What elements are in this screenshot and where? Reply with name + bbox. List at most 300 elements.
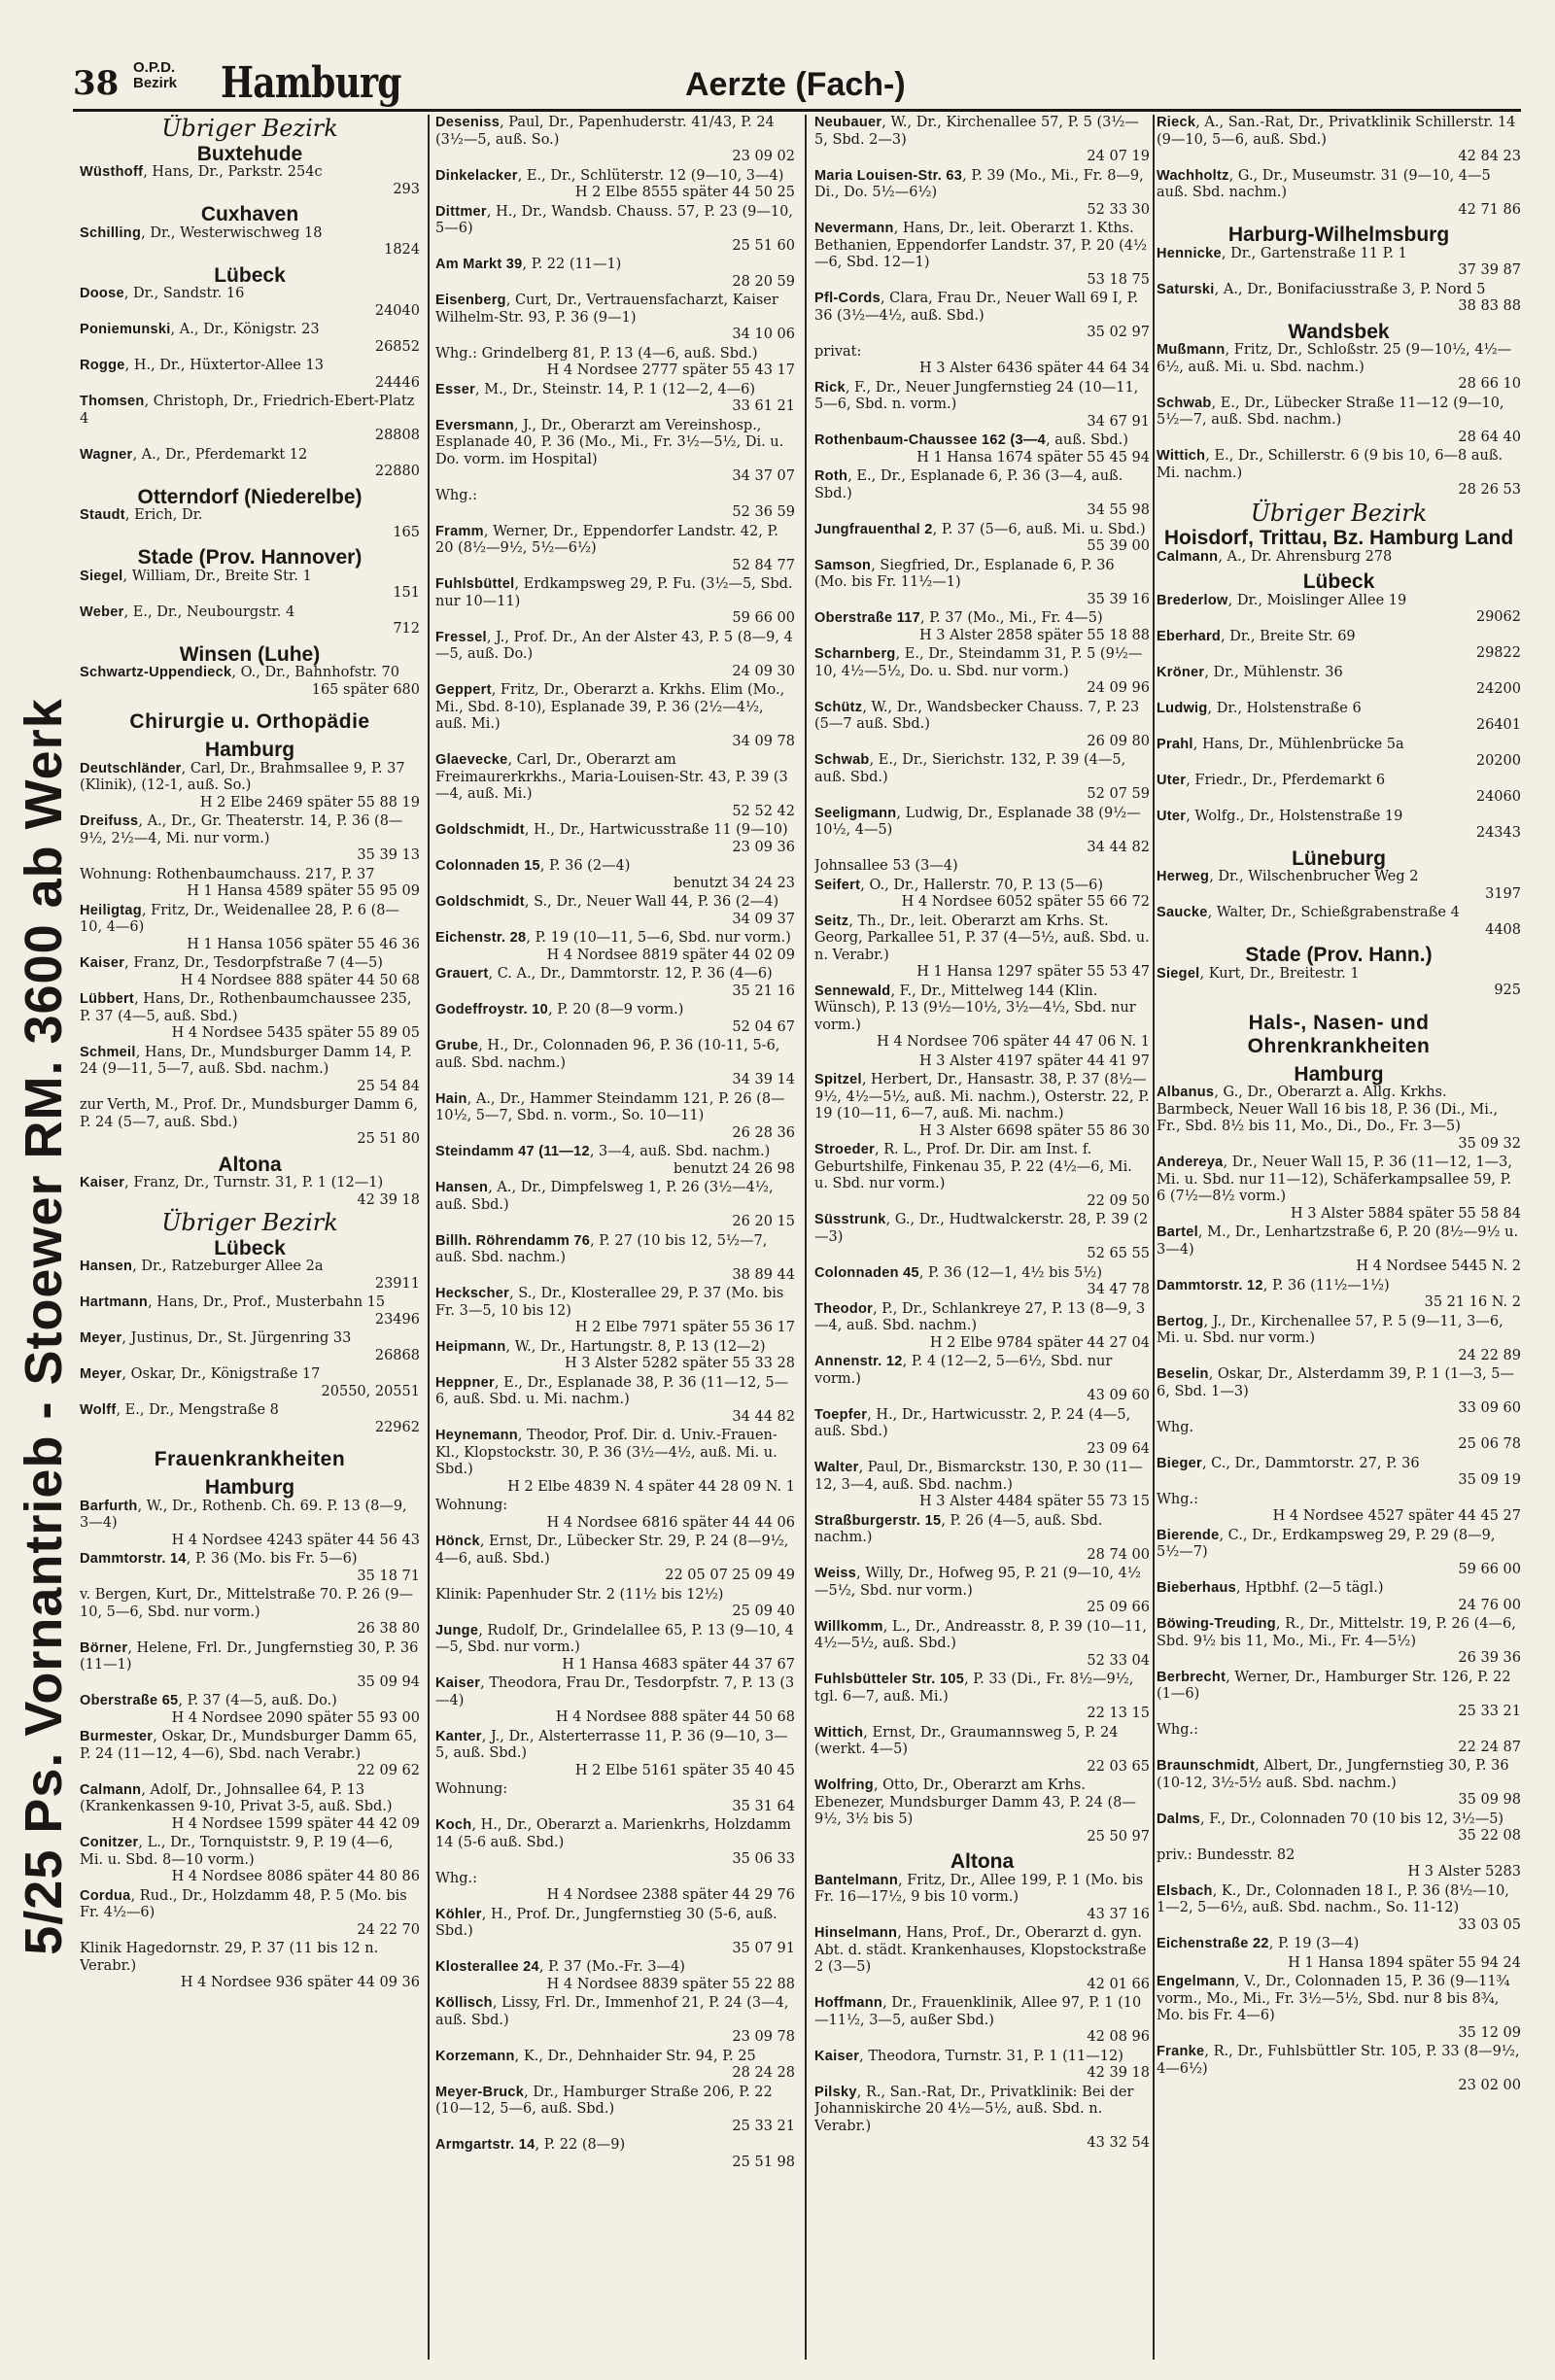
phone-number: 53 18 75 — [1087, 271, 1150, 288]
phone-number: 35 09 94 — [357, 1673, 420, 1690]
entry-name: Schwab — [814, 752, 870, 768]
directory-entry — [435, 257, 795, 291]
phone-number: 26 39 36 — [1458, 1650, 1521, 1666]
phone-number: 35 07 91 — [732, 1940, 795, 1956]
phone-number: 35 21 16 — [732, 983, 795, 999]
directory-entry — [80, 1259, 420, 1293]
phone-number: 33 09 60 — [1458, 1400, 1521, 1416]
directory-entry — [1157, 1974, 1521, 2042]
city-heading: Buxtehude — [196, 142, 303, 165]
entry-text: Billh. Röhrendamm 76, P. 27 (10 bis 12, 5½—7, auß. Sbd. nachm.) — [435, 1232, 768, 1265]
phone-number: 20550, 20551 — [321, 1383, 420, 1399]
directory-entry — [814, 2049, 1150, 2083]
phone-number: 52 33 30 — [1087, 201, 1150, 218]
entry-text: Schwab, E., Dr., Sierichstr. 132, P. 39 (4—5, auß. Sbd.) — [814, 752, 1126, 785]
entry-text: Eichenstr. 28, P. 19 (10—11, 5—6, Sbd. nur vorm.) — [435, 930, 791, 946]
entry-name: Poniemunski — [80, 322, 171, 337]
directory-entry — [814, 700, 1150, 751]
entry-name: Scharnberg — [814, 646, 896, 662]
entry-text: Johnsallee 53 (3—4) — [814, 858, 958, 874]
directory-entry — [80, 1640, 420, 1692]
phone-number: 55 39 00 — [1087, 538, 1150, 554]
district-title: Hamburg — [221, 58, 401, 108]
phone-number: 23496 — [374, 1311, 420, 1328]
directory-entry — [435, 418, 795, 486]
phone-number: 24 07 19 — [1087, 149, 1150, 164]
phone-number: 35 39 16 — [1087, 591, 1150, 607]
entry-name: Prahl — [1157, 736, 1193, 752]
entry-name: Schwab — [1157, 395, 1212, 411]
entry-name: Meyer — [80, 1366, 122, 1382]
directory-entry — [814, 2085, 1150, 2153]
directory-entry — [435, 894, 795, 928]
phone-number: H 2 Elbe 7971 später 55 36 17 — [574, 1320, 795, 1335]
entry-text: Staudt, Erich, Dr. — [80, 507, 203, 523]
entry-text: Schütz, W., Dr., Wandsbecker Chauss. 7, P. 23 (5—7 auß. Sbd.) — [814, 699, 1140, 732]
entry-name: Schmeil — [80, 1044, 136, 1060]
phone-number: 25 51 80 — [357, 1131, 420, 1147]
directory-entry — [1157, 966, 1521, 1000]
phone-number: H 1 Hansa 1894 später 55 94 24 — [1288, 1954, 1521, 1971]
entry-name: Schilling — [80, 224, 142, 241]
entry-text: Siegel, William, Dr., Breite Str. 1 — [80, 568, 312, 584]
entry-name: Pilsky — [814, 2084, 857, 2100]
directory-entry — [435, 488, 795, 522]
phone-number: H 4 Nordsee 888 später 44 50 68 — [555, 1709, 795, 1725]
entry-text: Heynemann, Theodor, Prof. Dir. d. Univ.-Frauen-Kl., Klopstockstr. 30, P. 36 (3½—4½, auß. Mi. u. Sbd.) — [435, 1428, 778, 1477]
entry-name: Bertog — [1157, 1313, 1204, 1329]
directory-entry — [435, 630, 795, 681]
directory-entry — [1157, 1366, 1521, 1418]
phone-number: 20200 — [1475, 753, 1521, 769]
entry-text: Whg. — [1157, 1419, 1194, 1435]
entry-text: Heipmann, W., Dr., Hartungstr. 8, P. 13 (12—2) — [435, 1338, 766, 1355]
directory-entry — [814, 610, 1150, 644]
entry-text: Eversmann, J., Dr., Oberarzt am Vereinshosp., Esplanade 40, P. 36 (Mo., Mi., Fr. 3½—5½, Di. u. Do. vorm. im Hospital) — [435, 417, 784, 467]
phone-number: 35 09 32 — [1458, 1135, 1521, 1152]
directory-entry — [814, 1672, 1150, 1723]
entry-text: Calmann, A., Dr. Ahrensburg 278 — [1157, 548, 1393, 565]
directory-entry — [80, 569, 420, 603]
phone-number: 28 74 00 — [1087, 1546, 1150, 1563]
phone-number: H 2 Elbe 2469 später 55 88 19 — [199, 794, 420, 811]
entry-name: Wüsthoff — [80, 164, 144, 180]
phone-number: H 2 Elbe 5161 später 35 40 45 — [574, 1762, 795, 1778]
phone-number: 151 — [393, 585, 420, 601]
directory-entry — [1157, 396, 1521, 447]
city-heading: Stade (Prov. Hann.) — [1245, 944, 1433, 966]
phone-number: 28 24 28 — [732, 2065, 795, 2081]
entry-text: Wohnung: — [435, 1781, 508, 1797]
phone-number: 35 12 09 — [1458, 2024, 1521, 2041]
entry-text: Straßburgerstr. 15, P. 26 (4—5, auß. Sbd. nachm.) — [814, 1512, 1103, 1545]
phone-number: 37 39 87 — [1458, 262, 1521, 278]
phone-number: benutzt 24 26 98 — [673, 1160, 795, 1177]
phone-number: 24060 — [1475, 789, 1521, 805]
phone-number: H 4 Nordsee 8086 später 44 80 86 — [171, 1869, 420, 1884]
directory-entry — [80, 358, 420, 392]
city-heading: Winsen (Luhe) — [179, 642, 321, 666]
city-heading: Lüneburg — [1292, 846, 1386, 870]
entry-name: Saucke — [1157, 905, 1208, 920]
phone-number: H 4 Nordsee 8819 später 44 02 09 — [546, 947, 795, 963]
entry-text: Heiligtag, Fritz, Dr., Weidenallee 28, P. 6 (8—10, 4—6) — [80, 902, 400, 935]
phone-number: H 2 Elbe 4839 N. 4 später 44 28 09 N. 1 — [507, 1478, 795, 1495]
directory-entry — [1157, 1883, 1521, 1935]
directory-entry — [435, 1180, 795, 1231]
entry-name: Böwing-Treuding — [1157, 1616, 1276, 1632]
entry-name: Calmann — [80, 1781, 142, 1798]
phone-number: 34 10 06 — [732, 327, 795, 342]
directory-entry — [1157, 1936, 1521, 1953]
directory-entry — [435, 346, 795, 380]
section-title: Aerzte (Fach-) — [685, 66, 906, 103]
directory-entry — [814, 221, 1150, 289]
entry-text: Süsstrunk, G., Dr., Hudtwalckerstr. 28, P. 39 (2—3) — [814, 1212, 1149, 1245]
entry-text: Wachholtz, G., Dr., Museumstr. 31 (9—10, 4—5 auß. Sbd. nachm.) — [1157, 167, 1491, 200]
phone-number: 25 50 97 — [1087, 1828, 1150, 1845]
directory-entry — [435, 115, 795, 166]
directory-entry — [814, 1212, 1150, 1263]
directory-entry — [435, 1428, 795, 1496]
phone-number: 42 71 86 — [1458, 201, 1521, 218]
entry-name: Hartmann — [80, 1294, 149, 1310]
entry-text: Wittich, E., Dr., Schillerstr. 6 (9 bis 10, 6—8 auß. Mi. nachm.) — [1157, 448, 1503, 481]
entry-name: Doose — [80, 286, 124, 301]
entry-name: Am Markt 39 — [435, 257, 523, 272]
phone-number: 43 37 16 — [1087, 1906, 1150, 1922]
directory-entry — [1157, 1314, 1521, 1365]
phone-number: 52 52 42 — [732, 803, 795, 819]
directory-entry — [435, 576, 795, 628]
entry-text: Fuhlsbütteler Str. 105, P. 33 (Di., Fr. 8½—9½, tgl. 6—7, auß. Mi.) — [814, 1672, 1134, 1705]
phone-number: 42 01 66 — [1087, 1976, 1150, 1992]
directory-entry — [1157, 1847, 1521, 1881]
entry-text: Stroeder, R. L., Prof. Dr. Dir. am Inst. f. Geburtshilfe, Finkenau 35, P. 22 (4½—6, Mi. u. Sbd. nur vorm.) — [814, 1142, 1132, 1191]
entry-text: Wüsthoff, Hans, Dr., Parkstr. 254c — [80, 164, 323, 180]
entry-name: Goldschmidt — [435, 894, 525, 910]
entry-text: Spitzel, Herbert, Dr., Hansastr. 38, P. 37 (8½—9½, 4½—5½, auß. Mi. nachm.), Osterstr. 22, P. 19 (10—11, 6—7, auß. Mi. nachm.) — [814, 1072, 1150, 1121]
phone-number: 42 39 18 — [357, 1191, 420, 1208]
phone-number: 34 09 37 — [732, 911, 795, 927]
entry-text: Kaiser, Theodora, Turnstr. 31, P. 1 (11—12) — [814, 2048, 1123, 2064]
entry-name: Cordua — [80, 1887, 131, 1904]
entry-text: Berbrecht, Werner, Dr., Hamburger Str. 126, P. 22 (1—6) — [1157, 1669, 1511, 1702]
directory-entry — [80, 1729, 420, 1780]
directory-entry — [80, 1330, 420, 1364]
phone-number: 35 31 64 — [732, 1798, 795, 1814]
directory-entry — [435, 1729, 795, 1780]
entry-name: Wittich — [1157, 448, 1206, 464]
phone-number: 22 09 50 — [1087, 1192, 1150, 1209]
directory-entry — [1157, 1456, 1521, 1490]
entry-name: Fuhlsbütteler Str. 105 — [814, 1672, 965, 1687]
directory-entry — [80, 1941, 420, 1992]
directory-entry — [1157, 665, 1521, 699]
entry-text: Hansen, A., Dr., Dimpfelsweg 1, P. 26 (3½—4½, auß. Sbd.) — [435, 1180, 774, 1213]
phone-number: 43 09 60 — [1087, 1388, 1150, 1403]
entry-text: privat: — [814, 343, 862, 360]
entry-name: Koch — [435, 1817, 472, 1833]
directory-entry — [435, 1375, 795, 1427]
phone-number: 25 09 40 — [732, 1604, 795, 1619]
entry-name: Dammtorstr. 14 — [80, 1551, 187, 1567]
entry-name: Heiligtag — [80, 902, 142, 918]
directory-entry — [80, 1294, 420, 1328]
entry-text: Weiss, Willy, Dr., Hofweg 95, P. 21 (9—10, 4½—5½, Sbd. nur vorm.) — [814, 1566, 1141, 1599]
entry-name: Steindamm 47 (11—12 — [435, 1144, 590, 1159]
city-heading: Hamburg — [204, 1476, 295, 1499]
entry-name: Saturski — [1157, 281, 1215, 297]
entry-text: Dalms, F., Dr., Colonnaden 70 (10 bis 12, 3½—5) — [1157, 1811, 1504, 1827]
directory-entry — [80, 507, 420, 541]
directory-entry — [814, 558, 1150, 609]
entry-text: Framm, Werner, Dr., Eppendorfer Landstr. 42, P. 20 (8½—9½, 5½—6½) — [435, 523, 778, 556]
phone-number: 35 18 71 — [357, 1568, 420, 1584]
phone-number: 26 09 80 — [1087, 733, 1150, 749]
vertical-advertisement: 5/25 Ps. Vornantrieb - Stoewer RM. 3600 ab Werk — [15, 698, 73, 1955]
directory-entry — [435, 1534, 795, 1585]
phone-number: 24 09 96 — [1087, 680, 1150, 696]
phone-number: 34 67 91 — [1087, 413, 1150, 430]
entry-name: Kaiser — [814, 2048, 860, 2064]
entry-text: Whg.: Grindelberg 81, P. 13 (4—6, auß. Sbd.) — [435, 345, 758, 362]
entry-name: Hennicke — [1157, 245, 1222, 261]
entry-text: Seifert, O., Dr., Hallerstr. 70, P. 13 (5—6) — [814, 877, 1104, 893]
phone-number: 42 39 18 — [1087, 2065, 1150, 2081]
entry-name: Bartel — [1157, 1224, 1198, 1240]
entry-name: Junge — [435, 1622, 479, 1638]
entry-name: Straßburgerstr. 15 — [814, 1512, 942, 1529]
phone-number: H 4 Nordsee 4527 später 44 45 27 — [1272, 1508, 1521, 1524]
directory-entry — [1157, 1155, 1521, 1223]
directory-entry — [80, 761, 420, 812]
entry-text: Geppert, Fritz, Dr., Oberarzt a. Krkhs. Elim (Mo., Mi., Sbd. 8-10), Esplanade 39, P. 36 (2½—4½, auß. Mi.) — [435, 682, 785, 732]
phone-number: 59 66 00 — [732, 610, 795, 626]
entry-name: Rogge — [80, 358, 125, 373]
entry-text: Poniemunski, A., Dr., Königstr. 23 — [80, 322, 320, 337]
entry-text: Goldschmidt, S., Dr., Neuer Wall 44, P. 36 (2—4) — [435, 894, 779, 910]
phone-number: 25 06 78 — [1458, 1436, 1521, 1452]
phone-number: 23 09 36 — [732, 839, 795, 855]
directory-entry — [1157, 246, 1521, 280]
entry-name: Meyer-Bruck — [435, 2084, 525, 2100]
directory-entry — [1157, 1955, 1521, 1973]
phone-number: 25 09 66 — [1087, 1600, 1150, 1615]
phone-number: H 4 Nordsee 5435 später 55 89 05 — [171, 1025, 420, 1041]
entry-text: Barfurth, W., Dr., Rothenb. Ch. 69. P. 13 (8—9, 3—4) — [80, 1498, 407, 1531]
phone-number: 25 33 21 — [732, 2118, 795, 2134]
entry-text: Brederlow, Dr., Moislinger Allee 19 — [1157, 592, 1407, 608]
phone-number: 34 09 78 — [732, 733, 795, 749]
entry-name: Köhler — [435, 1906, 482, 1922]
phone-number: 26 38 80 — [357, 1621, 420, 1637]
phone-number: 52 65 55 — [1087, 1246, 1150, 1261]
entry-text: Nevermann, Hans, Dr., leit. Oberarzt 1. Kths. Bethanien, Eppendorfer Landstr. 37, P. 20 (4½—6, Sbd. 12—1) — [814, 221, 1148, 270]
phone-number: H 1 Hansa 1674 später 55 45 94 — [916, 449, 1150, 466]
entry-text: Scharnberg, E., Dr., Steindamm 31, P. 5 (9½—10, 4½—5½, Do. u. Sbd. nur vorm.) — [814, 646, 1143, 679]
directory-entry — [814, 115, 1150, 166]
entry-name: Eisenberg — [435, 293, 506, 308]
entry-text: Elsbach, K., Dr., Colonnaden 18 I., P. 36 (8½—10, 1—2, 5—6½, auß. Sbd. nachm., So. 11-12) — [1157, 1882, 1509, 1915]
column-2 — [435, 115, 795, 2360]
column-4 — [1157, 115, 1521, 2360]
entry-name: Bieger — [1157, 1455, 1202, 1471]
directory-entry — [80, 867, 420, 901]
phone-number: 52 07 59 — [1087, 786, 1150, 802]
entry-name: Albanus — [1157, 1085, 1215, 1100]
directory-entry — [435, 168, 795, 202]
phone-number: 28 66 10 — [1458, 376, 1521, 392]
city-heading: Otterndorf (Niederelbe) — [137, 485, 363, 508]
phone-number: 35 06 33 — [732, 1851, 795, 1867]
entry-name: Seitz — [814, 913, 849, 929]
entry-name: Siegel — [80, 568, 123, 584]
entry-text: Theodor, P., Dr., Schlankreye 27, P. 13 (8—9, 3—4, auß. Sbd. nachm.) — [814, 1300, 1146, 1333]
phone-number: H 2 Elbe 9784 später 44 27 04 — [929, 1334, 1150, 1351]
phone-number: 28 26 53 — [1458, 482, 1521, 498]
directory-entry — [435, 1286, 795, 1337]
entry-name: Burmester — [80, 1729, 154, 1744]
directory-entry — [814, 522, 1150, 556]
directory-entry — [80, 1402, 420, 1436]
phone-number: 42 84 23 — [1458, 149, 1521, 164]
phone-number: 24 76 00 — [1458, 1597, 1521, 1613]
phone-number: 22 03 65 — [1087, 1758, 1150, 1775]
phone-number: 24446 — [374, 374, 420, 391]
entry-name: Schütz — [814, 699, 863, 715]
entry-text: Rieck, A., San.-Rat, Dr., Privatklinik Schillerstr. 14 (9—10, 5—6, auß. Sbd.) — [1157, 115, 1516, 148]
directory-entry — [435, 930, 795, 964]
directory-entry — [1157, 809, 1521, 843]
entry-name: Wolff — [80, 1402, 117, 1418]
entry-name: Roth — [814, 468, 848, 484]
entry-text: Meyer, Justinus, Dr., St. Jürgenring 33 — [80, 1330, 352, 1346]
entry-name: Wachholtz — [1157, 167, 1229, 184]
phone-number: 165 später 680 — [311, 681, 420, 698]
entry-text: Walter, Paul, Dr., Bismarckstr. 130, P. 30 (11—12, 3—4, auß. Sbd. nachm.) — [814, 1460, 1143, 1493]
entry-name: Samson — [814, 557, 872, 573]
entry-name: Nevermann — [814, 221, 894, 236]
phone-number: 35 09 19 — [1458, 1472, 1521, 1488]
directory-entry — [435, 1002, 795, 1036]
entry-text: Oberstraße 65, P. 37 (4—5, auß. Do.) — [80, 1693, 337, 1708]
entry-name: Dammtorstr. 12 — [1157, 1277, 1263, 1293]
entry-name: Beselin — [1157, 1366, 1209, 1382]
entry-text: Braunschmidt, Albert, Dr., Jungfernstieg 30, P. 36 (10-12, 3½-5½ auß. Sbd. nachm.) — [1157, 1758, 1509, 1791]
directory-entry — [814, 1925, 1150, 1993]
directory-entry — [1157, 1224, 1521, 1276]
entry-name: Heckscher — [435, 1286, 510, 1301]
entry-text: Colonnaden 15, P. 36 (2—4) — [435, 858, 631, 874]
entry-name: Mußmann — [1157, 342, 1226, 358]
directory-entry — [1157, 1528, 1521, 1579]
city-heading: Cuxhaven — [200, 203, 299, 225]
directory-entry — [435, 1781, 795, 1815]
entry-text: v. Bergen, Kurt, Dr., Mittelstraße 70. P. 26 (9—10, 5—6, Sbd. nur vorm.) — [80, 1587, 414, 1620]
directory-entry — [1157, 1722, 1521, 1756]
phone-number: 3197 — [1485, 885, 1521, 902]
entry-text: Bierende, C., Dr., Erdkampsweg 29, P. 29 (8—9, 5½—7) — [1157, 1527, 1496, 1560]
entry-text: Engelmann, V., Dr., Colonnaden 15, P. 36 (9—11¾ vorm., Mo., Mi., Fr. 3½—5½, Sbd. nur 8 bis 8¾, Mo. bis Fr. 4—6) — [1157, 1974, 1510, 2023]
phone-number: 33 61 21 — [732, 398, 795, 414]
entry-name: Pfl-Cords — [814, 291, 881, 306]
phone-number: 22 09 62 — [357, 1763, 420, 1778]
entry-name: Eichenstr. 28 — [435, 930, 527, 946]
entry-name: Hansen — [80, 1259, 133, 1274]
entry-text: Weber, E., Dr., Neubourgstr. 4 — [80, 604, 295, 620]
entry-text: Wohnung: — [435, 1498, 508, 1513]
specialty-heading: Chirurgie u. Orthopädie — [129, 710, 370, 733]
entry-name: Braunschmidt — [1157, 1758, 1256, 1774]
region-heading: Übriger Bezirk — [1250, 499, 1428, 527]
entry-text: Schwab, E., Dr., Lübecker Straße 11—12 (9—10, 5½—7, auß. Sbd. nachm.) — [1157, 395, 1504, 428]
entry-name: Schwartz-Uppendieck — [80, 665, 232, 680]
entry-name: Hain — [435, 1090, 467, 1107]
entry-text: Eichenstraße 22, P. 19 (3—4) — [1157, 1936, 1360, 1951]
entry-text: Seitz, Th., Dr., leit. Oberarzt am Krhs. St. Georg, Parkallee 51, P. 37 (4—5½, auß. Sbd. u. n. Verabr.) — [814, 913, 1150, 963]
entry-name: Kaiser — [80, 1175, 125, 1190]
entry-name: Wolfring — [814, 1777, 874, 1793]
entry-text: Bantelmann, Fritz, Dr., Allee 199, P. 1 (Mo. bis Fr. 16—17½, 9 bis 10 vorm.) — [814, 1872, 1144, 1905]
column-rule — [805, 115, 807, 2360]
entry-text: Bertog, J., Dr., Kirchenallee 57, P. 5 (9—11, 3—6, Mi. u. Sbd. nur vorm.) — [1157, 1313, 1503, 1346]
phone-number: 26852 — [374, 338, 420, 355]
page-number: 38 — [73, 64, 120, 103]
directory-entry — [1157, 1278, 1521, 1312]
city-heading: Harburg-Wilhelmsburg — [1227, 224, 1450, 246]
entry-name: Glaevecke — [435, 752, 508, 768]
entry-text: Hansen, Dr., Ratzeburger Allee 2a — [80, 1259, 324, 1274]
entry-text: Schmeil, Hans, Dr., Mundsburger Damm 14, P. 24 (9—11, 5—7, auß. Sbd. nachm.) — [80, 1044, 412, 1077]
directory-entry — [814, 1265, 1150, 1299]
directory-entry — [435, 1907, 795, 1958]
directory-entry — [80, 955, 420, 989]
phone-number: H 1 Hansa 1056 später 55 46 36 — [187, 936, 420, 952]
directory-entry — [435, 1871, 795, 1905]
phone-number: H 3 Alster 5283 — [1407, 1864, 1521, 1880]
entry-text: Klinik Hagedornstr. 29, P. 37 (11 bis 12 n. Verabr.) — [80, 1941, 379, 1974]
entry-name: Elsbach — [1157, 1882, 1213, 1899]
entry-text: Cordua, Rud., Dr., Holzdamm 48, P. 5 (Mo. bis Fr. 4½—6) — [80, 1887, 407, 1920]
entry-name: Andereya — [1157, 1155, 1224, 1170]
phone-number: 23 09 64 — [1087, 1440, 1150, 1457]
directory-entry — [1157, 282, 1521, 316]
directory-entry — [814, 1513, 1150, 1565]
directory-entry — [814, 1354, 1150, 1405]
entry-name: Süsstrunk — [814, 1212, 886, 1227]
phone-number: 34 37 07 — [732, 468, 795, 484]
directory-entry — [435, 382, 795, 416]
entry-name: Esser — [435, 381, 476, 397]
entry-text: Whg.: — [1157, 1722, 1199, 1738]
entry-name: Willkomm — [814, 1618, 883, 1635]
phone-number: H 4 Nordsee 2090 später 55 93 00 — [171, 1709, 420, 1726]
entry-name: Hönck — [435, 1534, 480, 1549]
opd-line-1: O.P.D. — [133, 59, 176, 76]
entry-name: Dinkelacker — [435, 167, 518, 184]
city-heading: Lübeck — [214, 1236, 286, 1259]
city-heading: Lübeck — [214, 263, 286, 287]
entry-text: Beselin, Oskar, Dr., Alsterdamm 39, P. 1 (1—3, 5—6, Sbd. 1—3) — [1157, 1366, 1515, 1399]
phone-number: H 4 Nordsee 4243 später 44 56 43 — [171, 1532, 420, 1548]
directory-entry — [1157, 1616, 1521, 1668]
entry-text: Doose, Dr., Sandstr. 16 — [80, 286, 245, 301]
directory-entry — [435, 858, 795, 892]
directory-entry — [1157, 115, 1521, 166]
entry-text: Glaevecke, Carl, Dr., Oberarzt am Freimaurerkrkhs., Maria-Louisen-Str. 43, P. 39 (3—4, auß. Mi.) — [435, 752, 788, 802]
phone-number: 23911 — [374, 1275, 420, 1292]
